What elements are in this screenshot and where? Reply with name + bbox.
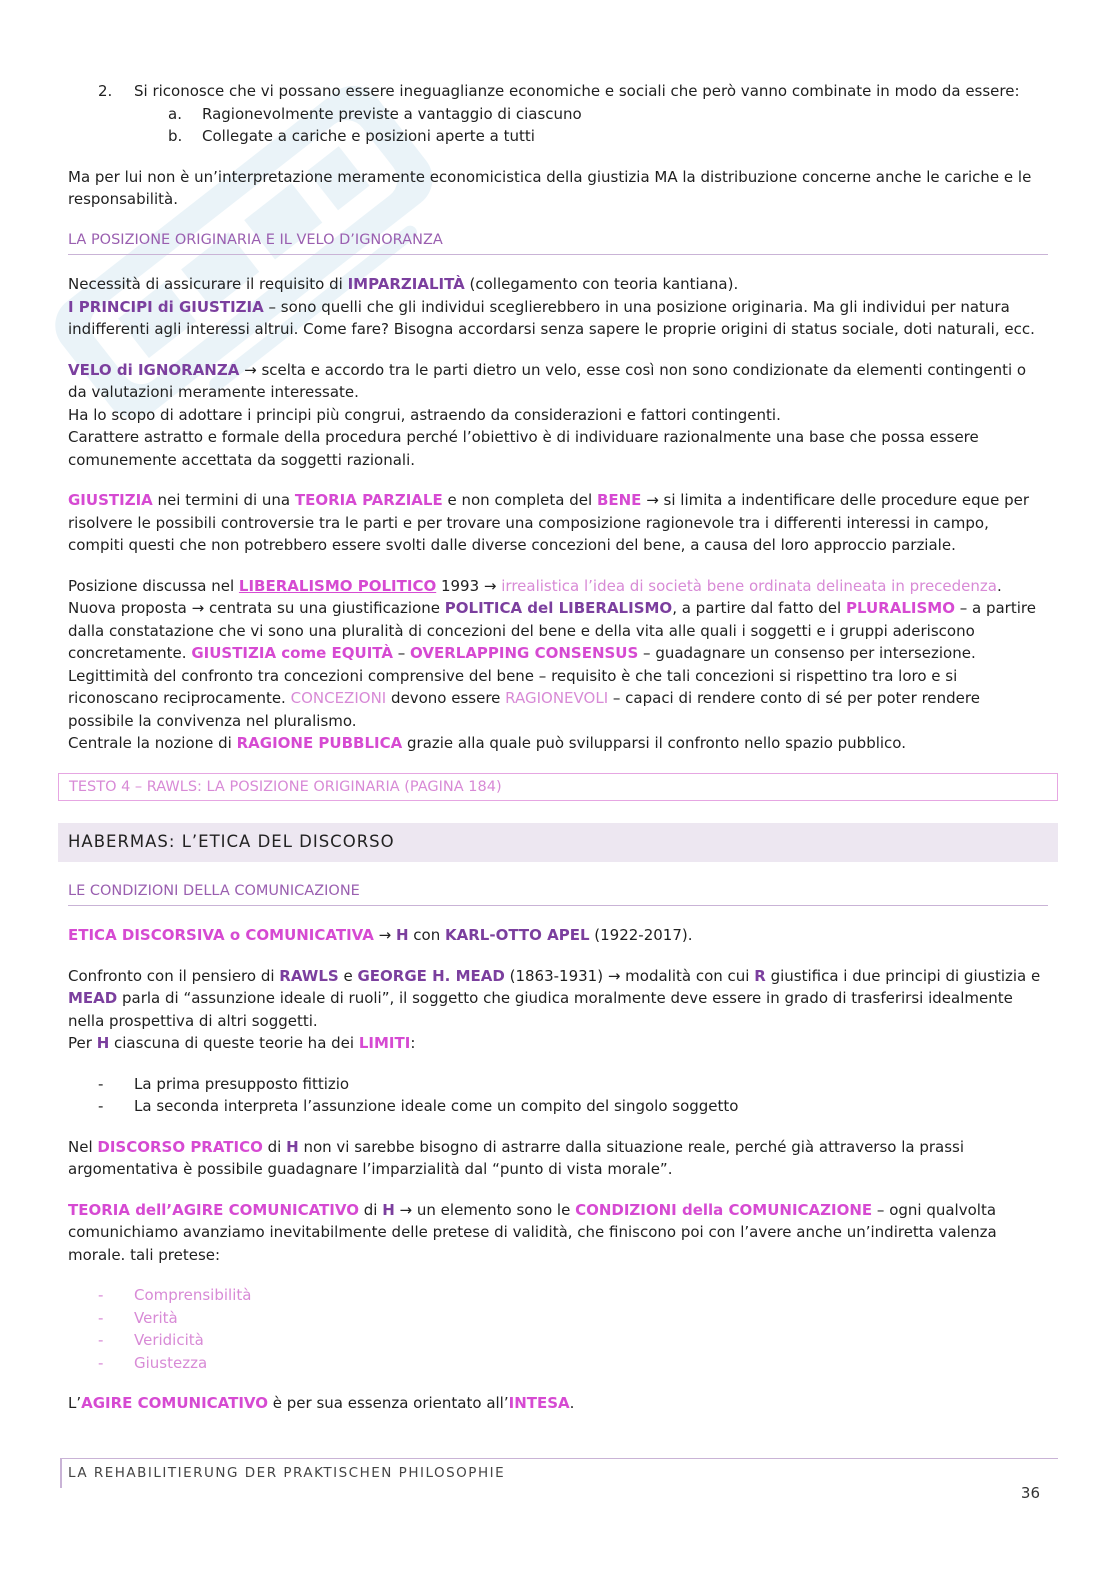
paragraph-velo: VELO di IGNORANZA → scelta e accordo tra le parti dietro un velo, esse così non sono condizionate da elementi contingenti o da valutazioni meramente interessate. Ha lo scopo di adottare i principi più congrui, astraendo da considerazioni e fattori contingenti. Carattere astratto e formale della procedura perché l’obiettivo è di individuare razionalmente una base che possa essere comunemente accettata da soggetti razionali. (68, 360, 1027, 469)
paragraph-intesa: L’AGIRE COMUNICATIVO è per sua essenza orientato all’INTESA. (68, 1394, 575, 1412)
paragraph-ma: Ma per lui non è un’interpretazione meramente economicistica della giustizia MA la distribuzione concerne anche le cariche e le responsabilità. (68, 167, 1032, 208)
paragraph-imparzialita: Necessità di assicurare il requisito di IMPARZIALITÀ (collegamento con teoria kantiana). I PRINCIPI di GIUSTIZIA – sono quelli che gli individui sceglierebbero in una posizione originaria. Ma gli individui per natura indifferenti agli interessi altrui. Come fare? Bisogna accordarsi senza sapere le proprie origini di status sociale, doti naturali, ecc. (68, 275, 1035, 338)
list-item: - Verità (98, 1308, 178, 1327)
pretese-list (68, 1284, 1048, 1374)
list-item: - Giustezza (98, 1353, 208, 1372)
limiti-list (68, 1073, 1048, 1118)
sub-item-b: b. Collegate a cariche e posizioni aperte a tutti (168, 127, 535, 145)
list-item: - Veridicità (98, 1331, 204, 1349)
page-number: 36 (1020, 1484, 1040, 1502)
page-content (68, 80, 1048, 1415)
list-item: - Comprensibilità (98, 1286, 252, 1304)
list-number: 2. (98, 82, 113, 100)
text-reference-box: TESTO 4 – RAWLS: LA POSIZIONE ORIGINARIA (PAGINA 184) (58, 773, 1058, 802)
list-item (68, 80, 1048, 103)
sub-item-a: a. Ragionevolmente previste a vantaggio di ciascuno (168, 104, 582, 123)
paragraph-agire-comunicativo: TEORIA dell’AGIRE COMUNICATIVO di H → un elemento sono le CONDIZIONI della COMUNICAZIONE – ogni qualvolta comunichiamo avanziamo inevitabilmente delle pretese di validità, che finiscono poi con l’avere anche un’indiretta valenza morale. tali pretese: (68, 1200, 997, 1264)
section-heading-condizioni: LE CONDIZIONI DELLA COMUNICAZIONE (68, 880, 1048, 907)
section-heading-posizione: LA POSIZIONE ORIGINARIA E IL VELO D’IGNORANZA (68, 229, 1048, 256)
paragraph-discorso-pratico: Nel DISCORSO PRATICO di H non vi sarebbe bisogno di astrarre dalla situazione reale, perché già attraverso la prassi argomentativa è possibile guadagnare l’imparzialità dal “punto di vista morale”. (68, 1137, 965, 1178)
paragraph-giustizia: GIUSTIZIA nei termini di una TEORIA PARZIALE e non completa del BENE → si limita a indentificare delle procedure eque per risolvere le possibili controversie tra le parti e per trovare una composizione ragionevole tra i differenti interessi in campo, compiti questi che non potrebbero essere svolti dalle diverse concezioni del bene, a causa del loro approccio parziale. (68, 491, 1030, 554)
paragraph-liberalismo: Posizione discussa nel LIBERALISMO POLITICO 1993 → irrealistica l’idea di società bene ordinata delineata in precedenza. Nuova proposta → centrata su una giustificazione POLITICA del LIBERALISMO, a partire dal fatto del PLURALISMO – a partire dalla constatazione che vi sono una pluralità di concezioni del bene e della vita alle quali i soggetti e i gruppi aderiscono concretamente. GIUSTIZIA come EQUITÀ – OVERLAPPING CONSENSUS – guadagnare un consenso per intersezione. Legittimità del confronto tra concezioni comprensive del bene – requisito è che tali concezioni si rispettino tra loro e si riconoscano reciprocamente. CONCEZIONI devono essere RAGIONEVOLI – capaci di rendere conto di sé per poter rendere possibile la convivenza nel pluralismo. Centrale la nozione di RAGIONE PUBBLICA grazie alla quale può svilupparsi il confronto nello spazio pubblico. (68, 576, 1036, 752)
numbered-list (68, 80, 1048, 103)
list-item: - La seconda interpreta l’assunzione ideale come un compito del singolo soggetto (98, 1097, 739, 1115)
page-footer: LA REHABILITIERUNG DER PRAKTISCHEN PHILOSOPHIE (60, 1458, 1058, 1488)
list-item: - La prima presupposto fittizio (98, 1074, 350, 1093)
paragraph-confronto: Confronto con il pensiero di RAWLS e GEORGE H. MEAD (1863-1931) → modalità con cui R giustifica i due principi di giustizia e MEAD parla di “assunzione ideale di ruoli”, il soggetto che giudica moralmente deve essere in grado di trasferirsi idealmente nella prospettiva di altri soggetti. Per H ciascuna di queste teorie ha dei LIMITI: (68, 966, 1041, 1052)
chapter-heading-habermas: HABERMAS: L’ETICA DEL DISCORSO (58, 823, 1058, 862)
list-text: Si riconosce che vi possano essere ineguaglianze economiche e sociali che però vanno combinate in modo da essere: (134, 82, 1020, 100)
paragraph-etica-discorsiva: ETICA DISCORSIVA o COMUNICATIVA → H con KARL-OTTO APEL (1922-2017). (68, 926, 693, 944)
